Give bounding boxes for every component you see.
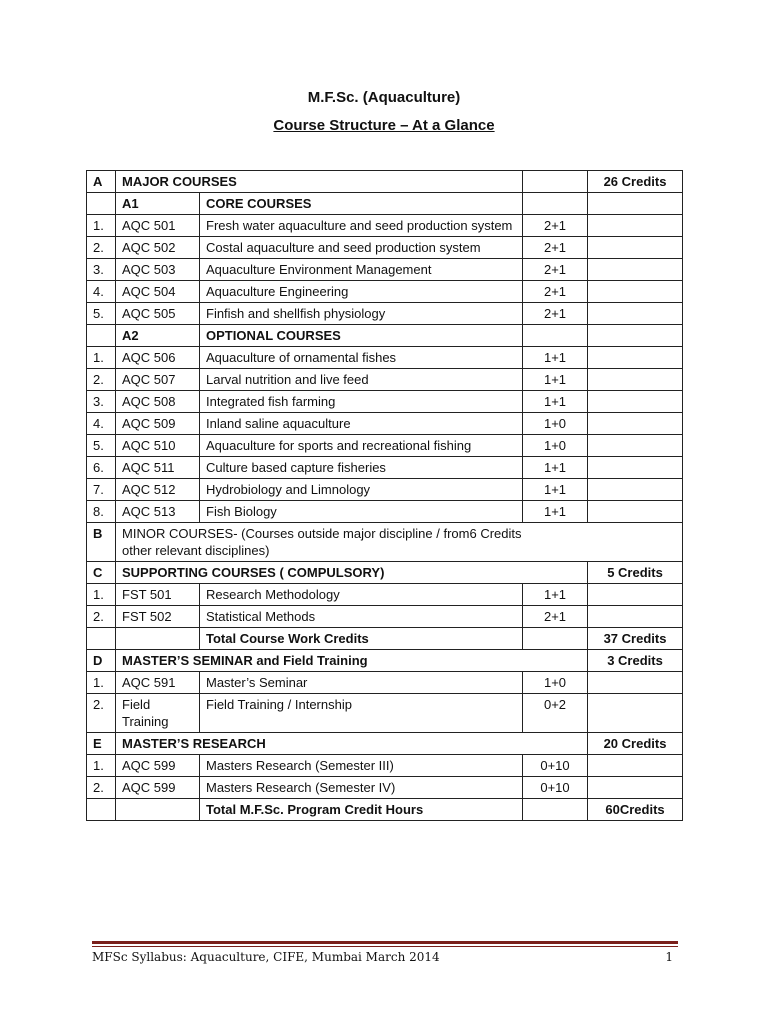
subsection-code: A1 bbox=[116, 193, 200, 215]
row-number: 4. bbox=[87, 281, 116, 303]
course-title: Hydrobiology and Limnology bbox=[200, 479, 523, 501]
footer-divider-thin bbox=[92, 946, 678, 947]
course-title: Fresh water aquaculture and seed production system bbox=[200, 215, 523, 237]
course-code: AQC 513 bbox=[116, 501, 200, 523]
course-row bbox=[87, 606, 683, 628]
subsection-name: OPTIONAL COURSES bbox=[200, 325, 523, 347]
row-number: 5. bbox=[87, 435, 116, 457]
subsection-name: CORE COURSES bbox=[200, 193, 523, 215]
row-number: 8. bbox=[87, 501, 116, 523]
course-credits: 0+2 bbox=[523, 694, 588, 733]
total-row-program bbox=[87, 799, 683, 821]
course-code: AQC 591 bbox=[116, 672, 200, 694]
course-row bbox=[87, 694, 683, 733]
row-number: 1. bbox=[87, 755, 116, 777]
row-number: 1. bbox=[87, 584, 116, 606]
section-row-e bbox=[87, 733, 683, 755]
course-code: FST 501 bbox=[116, 584, 200, 606]
section-row-d bbox=[87, 650, 683, 672]
course-row bbox=[87, 501, 683, 523]
course-title: Costal aquaculture and seed production system bbox=[200, 237, 523, 259]
course-title: Master’s Seminar bbox=[200, 672, 523, 694]
course-credits: 2+1 bbox=[523, 259, 588, 281]
course-title: Larval nutrition and live feed bbox=[200, 369, 523, 391]
course-credits: 1+0 bbox=[523, 413, 588, 435]
course-title: Field Training / Internship bbox=[200, 694, 523, 733]
course-code: AQC 599 bbox=[116, 755, 200, 777]
course-credits: 2+1 bbox=[523, 215, 588, 237]
course-row bbox=[87, 479, 683, 501]
course-credits: 1+1 bbox=[523, 391, 588, 413]
total-label: Total Course Work Credits bbox=[200, 628, 523, 650]
row-number: 2. bbox=[87, 606, 116, 628]
course-title: Masters Research (Semester IV) bbox=[200, 777, 523, 799]
course-title: Research Methodology bbox=[200, 584, 523, 606]
course-code: AQC 599 bbox=[116, 777, 200, 799]
course-credits: 1+1 bbox=[523, 457, 588, 479]
course-credits: 1+1 bbox=[523, 584, 588, 606]
course-code: AQC 508 bbox=[116, 391, 200, 413]
course-title: Fish Biology bbox=[200, 501, 523, 523]
course-code: Field Training bbox=[116, 694, 200, 733]
course-code: AQC 511 bbox=[116, 457, 200, 479]
row-number: 4. bbox=[87, 413, 116, 435]
course-code: AQC 507 bbox=[116, 369, 200, 391]
section-note: - (Courses outside major discipline / from bbox=[233, 526, 470, 541]
course-row bbox=[87, 391, 683, 413]
course-row bbox=[87, 457, 683, 479]
course-credits: 1+1 bbox=[523, 479, 588, 501]
course-row bbox=[87, 215, 683, 237]
row-number: 2. bbox=[87, 369, 116, 391]
course-row bbox=[87, 755, 683, 777]
course-credits: 0+10 bbox=[523, 777, 588, 799]
footer-text: MFSc Syllabus: Aquaculture, CIFE, Mumbai March 2014 bbox=[92, 950, 440, 964]
section-credits: 5 Credits bbox=[588, 562, 683, 584]
course-credits: 2+1 bbox=[523, 281, 588, 303]
course-title: Culture based capture fisheries bbox=[200, 457, 523, 479]
section-name: MAJOR COURSES bbox=[116, 171, 523, 193]
section-name: MINOR COURSES bbox=[122, 526, 234, 541]
course-title: Aquaculture Environment Management bbox=[200, 259, 523, 281]
section-code: C bbox=[87, 562, 116, 584]
course-row bbox=[87, 435, 683, 457]
section-row-a bbox=[87, 171, 683, 193]
total-label: Total M.F.Sc. Program Credit Hours bbox=[200, 799, 523, 821]
course-credits: 2+1 bbox=[523, 303, 588, 325]
section-row-c bbox=[87, 562, 683, 584]
course-credits: 1+1 bbox=[523, 369, 588, 391]
section-name: SUPPORTING COURSES ( COMPULSORY) bbox=[116, 562, 588, 584]
subsection-row-a1 bbox=[87, 193, 683, 215]
course-credits: 2+1 bbox=[523, 237, 588, 259]
row-number: 2. bbox=[87, 694, 116, 733]
course-title: Statistical Methods bbox=[200, 606, 523, 628]
course-title: Aquaculture for sports and recreational fishing bbox=[200, 435, 523, 457]
row-number: 2. bbox=[87, 237, 116, 259]
course-code: AQC 504 bbox=[116, 281, 200, 303]
course-code: AQC 503 bbox=[116, 259, 200, 281]
course-credits: 1+1 bbox=[523, 347, 588, 369]
row-number: 1. bbox=[87, 347, 116, 369]
course-credits: 2+1 bbox=[523, 606, 588, 628]
section-b-description bbox=[116, 523, 683, 562]
row-number: 5. bbox=[87, 303, 116, 325]
course-title: Inland saline aquaculture bbox=[200, 413, 523, 435]
total-credits: 60Credits bbox=[588, 799, 683, 821]
course-title: Finfish and shellfish physiology bbox=[200, 303, 523, 325]
section-credits: 20 Credits bbox=[588, 733, 683, 755]
subsection-row-a2 bbox=[87, 325, 683, 347]
row-number: 1. bbox=[87, 215, 116, 237]
course-title: Aquaculture Engineering bbox=[200, 281, 523, 303]
course-row bbox=[87, 281, 683, 303]
course-title: Masters Research (Semester III) bbox=[200, 755, 523, 777]
section-name: MASTER’S SEMINAR and Field Training bbox=[116, 650, 588, 672]
subsection-code: A2 bbox=[116, 325, 200, 347]
course-code: AQC 509 bbox=[116, 413, 200, 435]
course-code: AQC 505 bbox=[116, 303, 200, 325]
course-row bbox=[87, 347, 683, 369]
course-row bbox=[87, 303, 683, 325]
total-row-coursework bbox=[87, 628, 683, 650]
section-code: E bbox=[87, 733, 116, 755]
section-code: B bbox=[87, 523, 116, 562]
course-code: AQC 502 bbox=[116, 237, 200, 259]
course-credits: 0+10 bbox=[523, 755, 588, 777]
row-number: 7. bbox=[87, 479, 116, 501]
row-number: 6. bbox=[87, 457, 116, 479]
course-credits: 1+1 bbox=[523, 501, 588, 523]
section-credits: 3 Credits bbox=[588, 650, 683, 672]
row-number: 2. bbox=[87, 777, 116, 799]
row-number: 3. bbox=[87, 259, 116, 281]
course-row bbox=[87, 259, 683, 281]
course-code: AQC 501 bbox=[116, 215, 200, 237]
row-number: 3. bbox=[87, 391, 116, 413]
section-code: A bbox=[87, 171, 116, 193]
course-row bbox=[87, 237, 683, 259]
course-row bbox=[87, 777, 683, 799]
section-name: MASTER’S RESEARCH bbox=[116, 733, 588, 755]
course-row bbox=[87, 369, 683, 391]
course-title: Aquaculture of ornamental fishes bbox=[200, 347, 523, 369]
section-note-continued: other relevant disciplines) bbox=[122, 543, 270, 558]
course-row bbox=[87, 584, 683, 606]
page-title: M.F.Sc. (Aquaculture) bbox=[307, 89, 461, 106]
course-row bbox=[87, 413, 683, 435]
course-code: FST 502 bbox=[116, 606, 200, 628]
section-row-b bbox=[87, 523, 683, 562]
course-code: AQC 512 bbox=[116, 479, 200, 501]
course-code: AQC 506 bbox=[116, 347, 200, 369]
course-code: AQC 510 bbox=[116, 435, 200, 457]
page-subtitle: Course Structure – At a Glance bbox=[273, 117, 495, 134]
section-credits: 6 Credits bbox=[469, 526, 522, 541]
row-number: 1. bbox=[87, 672, 116, 694]
course-credits: 1+0 bbox=[523, 672, 588, 694]
total-credits: 37 Credits bbox=[588, 628, 683, 650]
course-credits: 1+0 bbox=[523, 435, 588, 457]
section-code: D bbox=[87, 650, 116, 672]
course-row bbox=[87, 672, 683, 694]
page-number: 1 bbox=[665, 950, 673, 964]
course-title: Integrated fish farming bbox=[200, 391, 523, 413]
course-structure-table bbox=[86, 170, 683, 821]
footer-divider bbox=[92, 941, 678, 944]
section-credits: 26 Credits bbox=[588, 171, 683, 193]
